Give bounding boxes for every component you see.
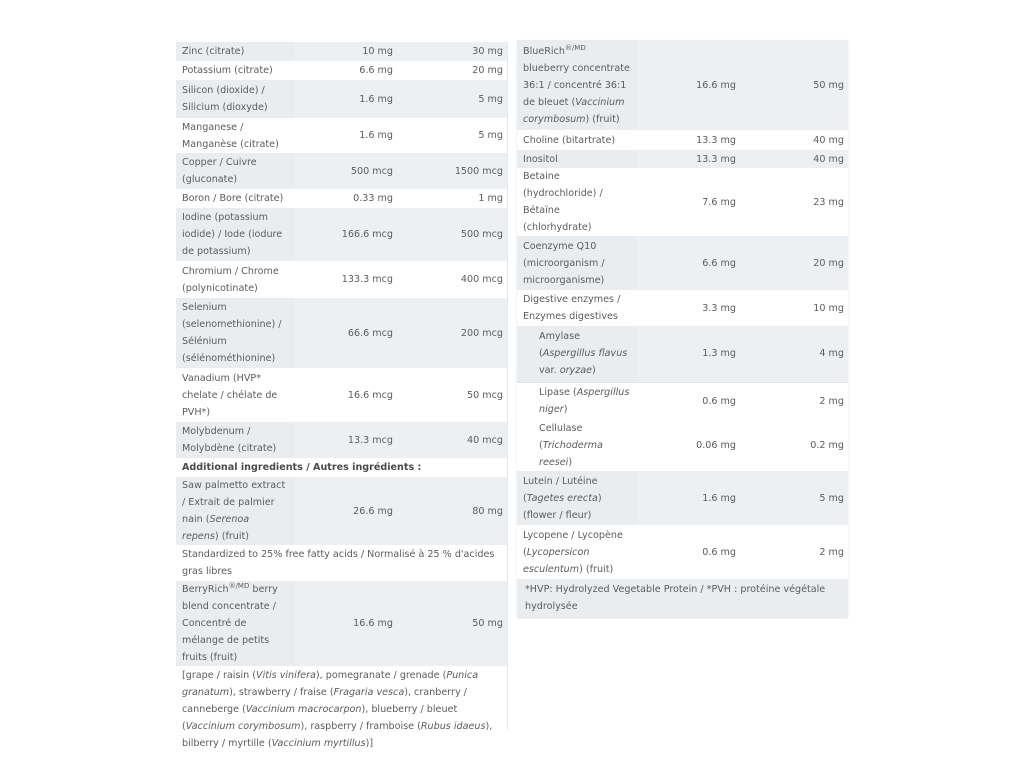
text-segment: Lycopersicon esculentum [523, 546, 590, 575]
ingredient-name [517, 525, 637, 579]
ingredient-row [176, 261, 507, 298]
text-segment: Serenoa repens [182, 514, 250, 542]
amount-per-serving: 3.3 mg [637, 290, 740, 326]
text-segment: ( [539, 440, 543, 451]
amount-per-serving: 0.6 mg [637, 382, 740, 420]
ingredient-name [517, 150, 637, 168]
ingredient-name [176, 80, 294, 118]
amount-per-day: 500 mcg [397, 208, 507, 261]
text-segment: Copper / Cuivre (gluconate) [182, 157, 257, 185]
ingredient-row [176, 153, 507, 189]
amount-per-day: 4 mg [740, 326, 848, 382]
text-segment: )] [365, 737, 374, 749]
amount-per-serving: 13.3 mg [637, 130, 740, 150]
text-segment: Lycopene / Lycopène ( [523, 529, 623, 558]
full-width-cell [176, 666, 507, 752]
text-segment: blueberry concentrate 36:1 / concentré 36:1 de bleuet ( [523, 62, 630, 108]
amount-per-day: 10 mg [740, 290, 848, 326]
text-segment: Digestive enzymes / Enzymes digestives [523, 294, 621, 322]
text-segment: Punica granatum [182, 669, 479, 698]
ingredient-row [176, 189, 507, 208]
amount-per-serving: 10 mg [294, 42, 397, 61]
text-segment: Coenzyme Q10 (microorganism / microorganisme) [523, 240, 605, 286]
amount-per-serving: 1.6 mg [294, 80, 397, 118]
text-segment: ( [539, 348, 543, 360]
footnote-row [517, 579, 848, 617]
ingredient-row [176, 61, 507, 80]
text-segment: Standardized to 25% free fatty acids / Normalisé à 25 % d'acides gras libres [182, 549, 495, 577]
standardization-note-row [176, 545, 507, 581]
ingredient-row [517, 168, 848, 236]
text-segment: Chromium / Chrome (polynicotinate) [182, 265, 279, 294]
ingredient-name [176, 368, 294, 422]
ingredient-row [517, 130, 848, 150]
enzyme-row [517, 382, 848, 420]
left-table-border [507, 42, 508, 730]
right-ingredients-table [517, 40, 848, 617]
ingredient-name [517, 471, 637, 525]
ingredient-row [176, 208, 507, 261]
text-segment: Betaine (hydrochloride) / Bétaïne (chlorhydrate) [523, 171, 603, 233]
amount-per-day: 20 mg [740, 236, 848, 290]
text-segment: Fragaria vesca [333, 686, 405, 698]
ingredient-name [517, 130, 637, 150]
ingredient-row [176, 298, 507, 368]
text-segment: Molybdenum / Molybdène (citrate) [182, 426, 277, 454]
ingredient-row [517, 40, 848, 130]
text-segment: BlueRich [523, 45, 565, 57]
left-ingredients-table [176, 42, 507, 752]
text-segment: [grape / raisin ( [182, 669, 257, 681]
enzyme-row [517, 326, 848, 382]
text-segment: ), strawberry / fraise ( [229, 686, 334, 698]
text-segment: ), cranberry / canneberge ( [182, 686, 467, 715]
amount-per-day: 1500 mcg [397, 153, 507, 189]
text-segment: Choline (bitartrate) [523, 134, 616, 146]
amount-per-day: 23 mg [740, 168, 848, 236]
amount-per-day: 50 mg [397, 581, 507, 666]
text-segment: Inositol [523, 153, 558, 165]
section-heading-row [176, 458, 507, 477]
ingredient-row [176, 422, 507, 458]
text-segment: ) (fruit) [579, 563, 614, 575]
text-segment: Vitis vinifera [256, 669, 316, 681]
text-segment: Tagetes erecta [526, 492, 598, 504]
ingredient-name [176, 422, 294, 458]
ingredient-name [176, 581, 294, 666]
amount-per-serving: 1.6 mg [637, 471, 740, 525]
ingredient-name [517, 168, 637, 236]
amount-per-day: 5 mg [740, 471, 848, 525]
text-segment: ) (fruit) [214, 531, 250, 542]
amount-per-day: 200 mcg [397, 298, 507, 368]
amount-per-day: 2 mg [740, 382, 848, 420]
amount-per-serving: 16.6 mcg [294, 368, 397, 422]
ingredient-name [517, 40, 637, 130]
text-segment: Lutein / Lutéine ( [523, 475, 598, 504]
amount-per-day: 5 mg [397, 80, 507, 118]
trademark-sup: ®/MD [228, 581, 250, 590]
amount-per-serving: 6.6 mg [294, 61, 397, 80]
ingredient-name [176, 208, 294, 261]
ingredient-row [176, 80, 507, 118]
amount-per-serving: 7.6 mg [637, 168, 740, 236]
text-segment: Additional ingredients / Autres ingrédients : [182, 462, 422, 473]
ingredient-row [176, 42, 507, 61]
amount-per-day: 40 mg [740, 150, 848, 168]
ingredient-name [176, 153, 294, 189]
ingredient-name [517, 382, 637, 420]
ingredient-row [517, 525, 848, 579]
amount-per-serving: 16.6 mg [637, 40, 740, 130]
ingredient-name [176, 477, 294, 545]
text-segment: Vaccinium myrtillus [271, 737, 366, 749]
text-segment: Aspergillus flavus [542, 348, 628, 360]
ingredient-name [517, 326, 637, 382]
text-segment: *HVP: Hydrolyzed Vegetable Protein / *PVH : protéine végétale hydrolysée [525, 584, 826, 612]
ingredient-row [517, 236, 848, 290]
text-segment: oryzae [559, 365, 593, 377]
amount-per-day: 40 mg [740, 130, 848, 150]
amount-per-day: 40 mcg [397, 422, 507, 458]
text-segment: BerryRich [182, 584, 229, 595]
text-segment: Potassium (citrate) [182, 65, 273, 76]
text-segment: ), blueberry / bleuet ( [182, 703, 458, 732]
amount-per-serving: 1.3 mg [637, 326, 740, 382]
enzyme-row [517, 420, 848, 471]
amount-per-serving: 26.6 mg [294, 477, 397, 545]
text-segment: Boron / Bore (citrate) [182, 193, 284, 204]
ingredient-row [176, 118, 507, 153]
ingredient-name [176, 298, 294, 368]
text-segment: ), bilberry / myrtille ( [182, 720, 493, 749]
text-segment: ), raspberry / framboise ( [300, 720, 421, 732]
text-segment: Vaccinium corymbosum [185, 720, 301, 732]
text-segment: ) [592, 365, 596, 377]
text-segment: Manganese / Manganèse (citrate) [182, 121, 279, 150]
full-width-cell [517, 579, 848, 617]
amount-per-serving: 13.3 mcg [294, 422, 397, 458]
amount-per-serving: 16.6 mg [294, 581, 397, 666]
amount-per-day: 1 mg [397, 189, 507, 208]
ingredient-name [517, 290, 637, 326]
text-segment: ), pomegranate / grenade ( [315, 669, 447, 681]
text-segment: Vanadium (HVP* chelate / chélate de PVH*) [182, 372, 278, 418]
amount-per-day: 400 mcg [397, 261, 507, 298]
trademark-sup: ®/MD [564, 43, 586, 52]
amount-per-day: 0.2 mg [740, 420, 848, 471]
text-segment: ) [563, 404, 568, 416]
text-segment: Lipase ( [539, 387, 577, 399]
ingredient-row [517, 150, 848, 168]
text-segment: Iodine (potassium iodide) / Iode (iodure de potassium) [182, 212, 283, 257]
amount-per-serving: 133.3 mcg [294, 261, 397, 298]
text-segment: ) [568, 457, 573, 468]
ingredient-row [176, 581, 507, 666]
text-segment: Trichoderma reesei [539, 440, 603, 468]
berry-list-row [176, 666, 507, 752]
text-segment: Zinc (citrate) [182, 46, 245, 57]
ingredient-row [517, 471, 848, 525]
ingredient-name [517, 236, 637, 290]
text-segment: Selenium (selenomethionine) / Sélénium (sélénométhionine) [182, 302, 282, 364]
text-segment: ) (fruit) [585, 113, 620, 125]
amount-per-day: 2 mg [740, 525, 848, 579]
amount-per-day: 50 mcg [397, 368, 507, 422]
text-segment: berry blend concentrate / Concentré de mélange de petits fruits (fruit) [182, 584, 278, 663]
ingredient-row [176, 477, 507, 545]
text-segment: Aspergillus niger [539, 387, 630, 416]
amount-per-serving: 66.6 mcg [294, 298, 397, 368]
text-segment: Silicon (dioxide) / Silicium (dioxyde) [182, 85, 268, 113]
ingredient-name [176, 261, 294, 298]
amount-per-day: 50 mg [740, 40, 848, 130]
ingredient-name [176, 42, 294, 61]
full-width-cell [176, 458, 507, 477]
amount-per-serving: 500 mcg [294, 153, 397, 189]
amount-per-serving: 0.33 mg [294, 189, 397, 208]
text-segment: var. [539, 365, 560, 377]
amount-per-day: 5 mg [397, 118, 507, 153]
ingredient-row [517, 290, 848, 326]
amount-per-serving: 0.6 mg [637, 525, 740, 579]
ingredient-name [176, 61, 294, 80]
ingredient-name [176, 118, 294, 153]
text-segment: Amylase [539, 331, 581, 343]
text-segment: Saw palmetto extract / Extrait de palmier nain ( [182, 480, 286, 525]
amount-per-serving: 1.6 mg [294, 118, 397, 153]
ingredient-name [176, 189, 294, 208]
text-segment: ) (flower / fleur) [523, 492, 602, 521]
amount-per-serving: 166.6 mcg [294, 208, 397, 261]
amount-per-serving: 6.6 mg [637, 236, 740, 290]
amount-per-day: 20 mg [397, 61, 507, 80]
ingredient-row [176, 368, 507, 422]
full-width-cell [176, 545, 507, 581]
amount-per-day: 30 mg [397, 42, 507, 61]
amount-per-day: 80 mg [397, 477, 507, 545]
amount-per-serving: 13.3 mg [637, 150, 740, 168]
text-segment: Cellulase [539, 423, 583, 434]
ingredient-name [517, 420, 637, 471]
text-segment: Vaccinium macrocarpon [245, 703, 362, 715]
amount-per-serving: 0.06 mg [637, 420, 740, 471]
text-segment: Vaccinium corymbosum [523, 96, 625, 125]
text-segment: Rubus idaeus [420, 720, 486, 732]
